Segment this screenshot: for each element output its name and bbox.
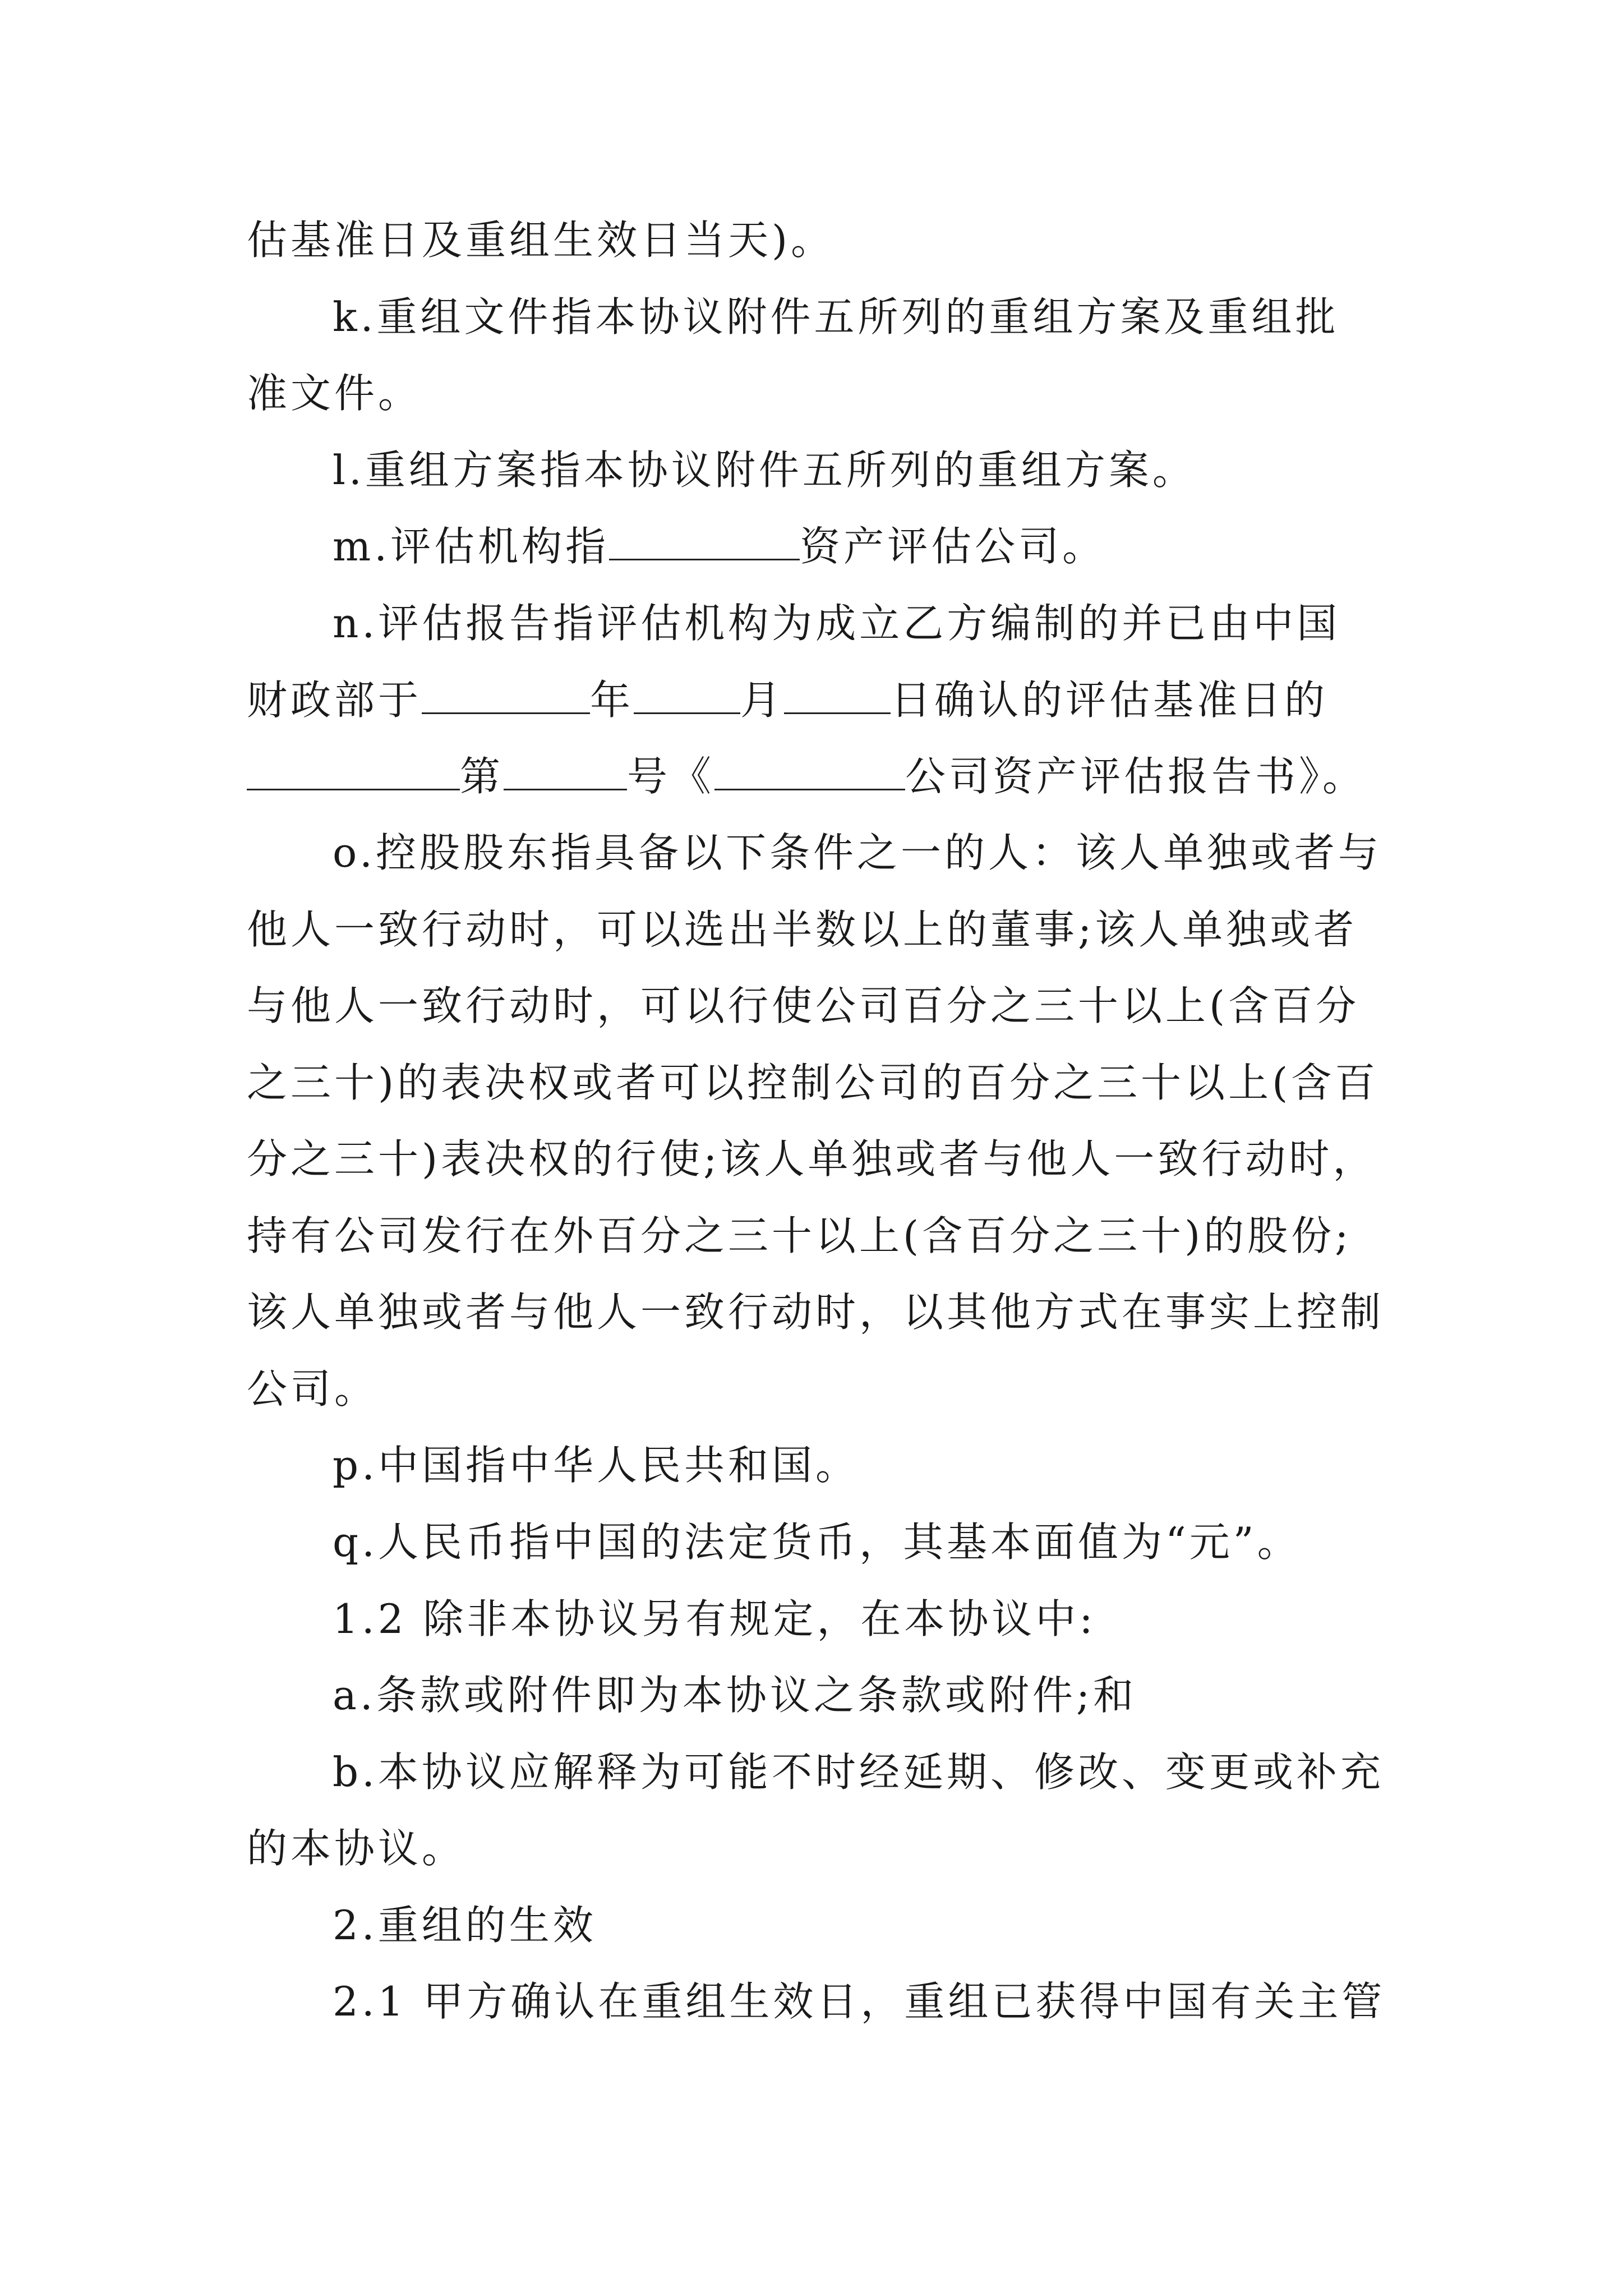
clause-n-year: 年 xyxy=(590,677,634,724)
blank-field xyxy=(714,754,905,790)
clause-n-line-2 xyxy=(247,673,1328,727)
clause-m xyxy=(333,519,1106,573)
clause-b-line-1: b.本协议应解释为可能不时经延期、修改、变更或补充 xyxy=(333,1749,1384,1796)
clause-b-line-2: 的本协议。 xyxy=(247,1825,466,1872)
clause-q: q.人民币指中国的法定货币，其基本面值为“元”。 xyxy=(333,1519,1301,1566)
clause-o-line-5: 分之三十)表决权的行使;该人单独或者与他人一致行动时， xyxy=(247,1135,1377,1182)
clause-n-text-2: 日确认的评估基准日的 xyxy=(891,677,1329,724)
clause-o-line-8: 公司。 xyxy=(247,1365,379,1412)
clause-a: a.条款或附件即为本协议之条款或附件;和 xyxy=(333,1672,1137,1719)
blank-field xyxy=(504,754,627,790)
clause-p: p.中国指中华人民共和国。 xyxy=(333,1442,859,1489)
clause-n-text-4: 号《 xyxy=(627,753,715,800)
blank-field xyxy=(609,524,800,560)
clause-o-line-1: o.控股股东指具备以下条件之一的人：该人单独或者与 xyxy=(333,829,1382,876)
blank-field xyxy=(634,678,740,714)
clause-k-line-2: 准文件。 xyxy=(247,370,422,417)
clause-n-line-1: n.评估报告指评估机构为成立乙方编制的并已由中国 xyxy=(333,600,1341,647)
paragraph-line: 估基准日及重组生效日当天)。 xyxy=(247,217,835,264)
blank-field xyxy=(422,678,590,714)
clause-o-line-2: 他人一致行动时，可以选出半数以上的董事;该人单独或者 xyxy=(247,906,1358,953)
section-1-2: 1.2 除非本协议另有规定，在本协议中: xyxy=(333,1595,1096,1642)
clause-n-text: 财政部于 xyxy=(247,677,422,724)
blank-field xyxy=(247,754,460,790)
clause-o-line-7: 该人单独或者与他人一致行动时，以其他方式在事实上控制 xyxy=(247,1289,1385,1336)
clause-k-line-1: k.重组文件指本协议附件五所列的重组方案及重组批 xyxy=(333,293,1339,341)
clause-m-text: m.评估机构指 xyxy=(333,523,610,570)
section-2-1: 2.1 甲方确认在重组生效日，重组已获得中国有关主管 xyxy=(333,1978,1386,2025)
clause-o-line-3: 与他人一致行动时，可以行使公司百分之三十以上(含百分 xyxy=(247,982,1360,1029)
clause-o-line-6: 持有公司发行在外百分之三十以上(含百分之三十)的股份; xyxy=(247,1212,1352,1259)
clause-m-text-2: 资产评估公司。 xyxy=(800,523,1106,570)
clause-n-text-3: 第 xyxy=(460,753,504,800)
blank-field xyxy=(784,678,891,714)
clause-n-month: 月 xyxy=(740,677,785,724)
clause-n-text-5: 公司资产评估报告书》。 xyxy=(905,753,1367,800)
section-2-heading: 2.重组的生效 xyxy=(333,1902,597,1949)
clause-o-line-4: 之三十)的表决权或者可以控制公司的百分之三十以上(含百 xyxy=(247,1059,1379,1106)
clause-l: l.重组方案指本协议附件五所列的重组方案。 xyxy=(333,447,1196,494)
clause-n-line-3 xyxy=(247,749,1366,803)
